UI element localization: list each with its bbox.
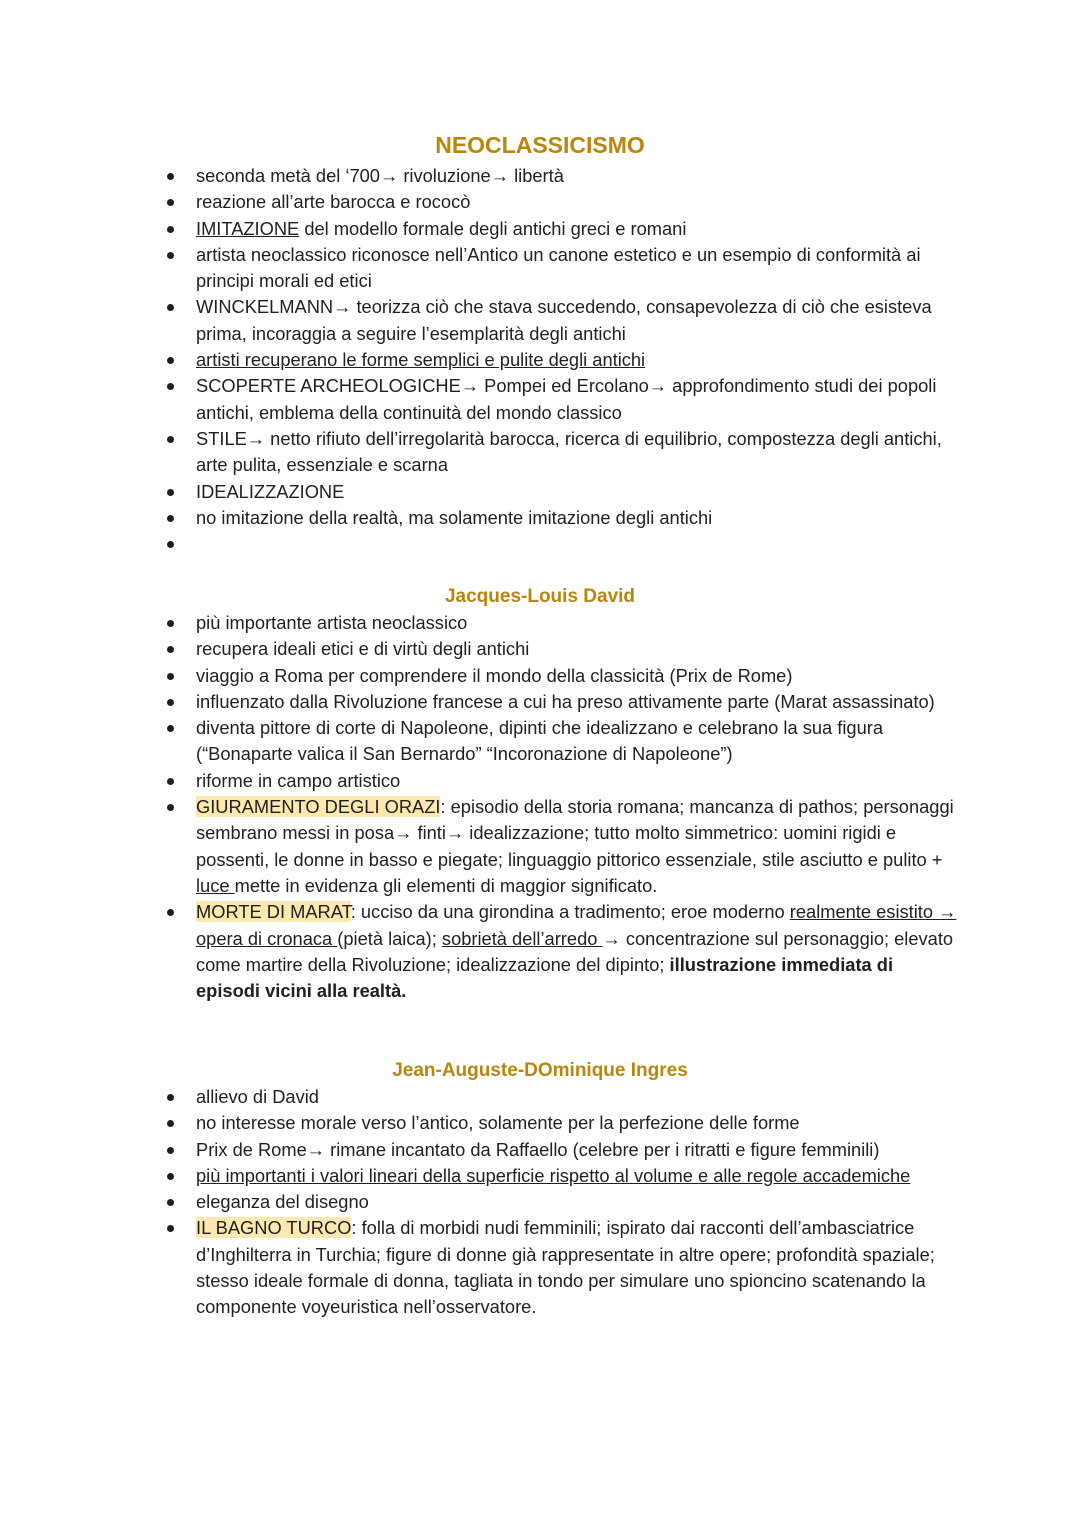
item-text: → concentrazione sul personaggio; elevato come martire della Rivoluzione; idealizzazione del dipinto;	[196, 927, 954, 975]
list-item: no interesse morale verso l’antico, solamente per la perfezione delle forme	[160, 1110, 960, 1136]
section-title-david: Jacques-Louis David	[444, 586, 636, 607]
list-item: reazione all’arte barocca e rococò	[160, 189, 960, 215]
list-item: IDEALIZZAZIONE	[160, 479, 960, 505]
list-item: recupera ideali etici e di virtù degli antichi	[160, 636, 960, 662]
list-item	[160, 531, 960, 557]
neoclassicism-list	[160, 163, 960, 557]
item-text: : folla di morbidi nudi femminili; ispirato dai racconti dell’ambasciatrice d’Inghilterra in Turchia; figure di donne già rappresentate in altre opere; profondità spaziale; stesso ideale formale di donna, tagliata in tondo per simulare uno spioncino scatenando la componente voyeuristica nell’osservatore.	[196, 1217, 935, 1318]
highlighted-artwork: MORTE DI MARAT	[196, 901, 351, 923]
list-item: seconda metà del ‘700→ rivoluzione→ libertà	[160, 163, 960, 189]
list-item: STILE→ netto rifiuto dell’irregolarità barocca, ricerca di equilibrio, compostezza degli antichi, arte pulita, essenziale e scarna	[160, 426, 960, 479]
list-item: WINCKELMANN→ teorizza ciò che stava succedendo, consapevolezza di ciò che esisteva prima, incoraggia a seguire l’esemplarità degli antichi	[160, 294, 960, 347]
highlighted-artwork: GIURAMENTO DEGLI ORAZI	[196, 796, 441, 818]
underlined-text: realmente esistito → opera di cronaca	[196, 901, 957, 949]
list-item: artista neoclassico riconosce nell’Antico un canone estetico e un esempio di conformità ai principi morali ed etici	[160, 242, 960, 295]
list-item: influenzato dalla Rivoluzione francese a cui ha preso attivamente parte (Marat assassinato)	[160, 689, 960, 715]
underlined-text: più importanti i valori lineari della superficie rispetto al volume e alle regole accademiche	[196, 1164, 911, 1186]
list-item: più importante artista neoclassico	[160, 610, 960, 636]
section-title-ingres: Jean-Auguste-DOminique Ingres	[392, 1060, 688, 1081]
list-item	[160, 1163, 960, 1189]
list-item	[160, 216, 960, 242]
list-item: SCOPERTE ARCHEOLOGICHE→ Pompei ed Ercolano→ approfondimento studi dei popoli antichi, emblema della continuità del mondo classico	[160, 373, 960, 426]
underlined-text: IMITAZIONE	[196, 217, 300, 239]
list-item: diventa pittore di corte di Napoleone, dipinti che idealizzano e celebrano la sua figura (“Bonaparte valica il San Bernardo” “Incoronazione di Napoleone”)	[160, 715, 960, 768]
david-list	[160, 610, 960, 1004]
item-text: mette in evidenza gli elementi di maggior significato.	[234, 874, 658, 896]
list-item	[160, 899, 960, 1004]
list-item	[160, 347, 960, 373]
underlined-text: sobrietà dell’arredo	[441, 927, 603, 949]
bold-text: illustrazione immediata di episodi vicini alla realtà.	[196, 953, 894, 1002]
underlined-text: luce	[196, 874, 235, 896]
list-item: eleganza del disegno	[160, 1189, 960, 1215]
ingres-list	[160, 1084, 960, 1321]
item-text: : episodio della storia romana; mancanza di pathos; personaggi sembrano messi in posa→ finti→ idealizzazione; tutto molto simmetrico: uomini rigidi e possenti, le donne in basso e piegate; linguaggio pittorico essenziale, stile asciutto e pulito +	[196, 796, 954, 870]
list-item: riforme in campo artistico	[160, 768, 960, 794]
list-item	[160, 1215, 960, 1320]
underlined-text: artisti recuperano le forme semplici e pulite degli antichi	[196, 349, 646, 371]
page-title: NEOCLASSICISMO	[435, 132, 645, 158]
list-item: no imitazione della realtà, ma solamente imitazione degli antichi	[160, 505, 960, 531]
item-text: del modello formale degli antichi greci e romani	[299, 217, 687, 239]
item-text: : ucciso da una girondina a tradimento; eroe moderno	[350, 901, 790, 923]
list-item: Prix de Rome→ rimane incantato da Raffaello (celebre per i ritratti e figure femminili)	[160, 1137, 960, 1163]
list-item: allievo di David	[160, 1084, 960, 1110]
item-text: (pietà laica);	[337, 927, 442, 949]
list-item	[160, 794, 960, 899]
highlighted-artwork: IL BAGNO TURCO	[196, 1217, 352, 1239]
list-item: viaggio a Roma per comprendere il mondo della classicità (Prix de Rome)	[160, 663, 960, 689]
